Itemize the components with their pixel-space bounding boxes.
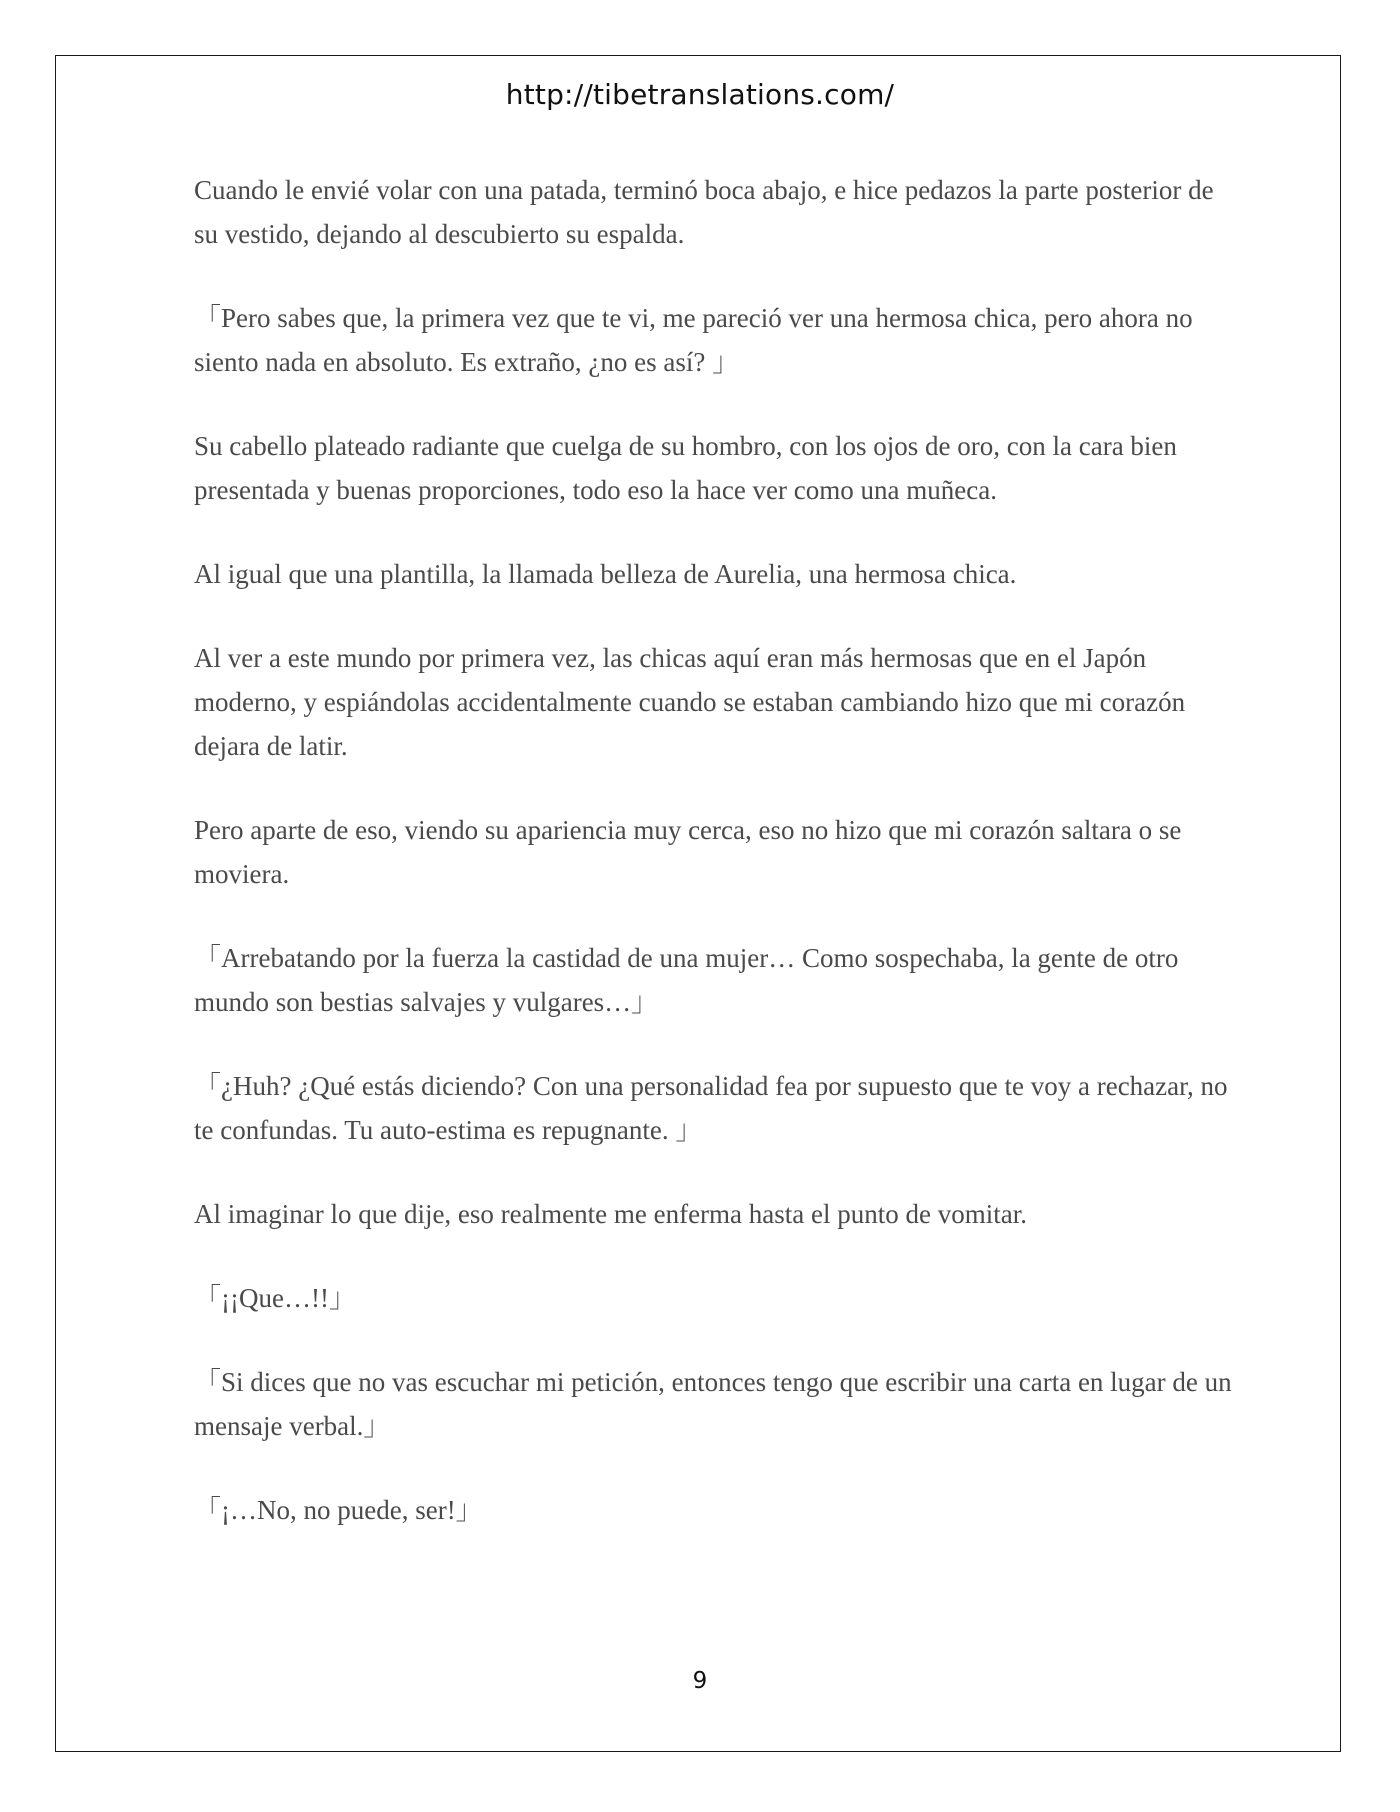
- paragraph: Al ver a este mundo por primera vez, las chicas aquí eran más hermosas que en el Japón moderno, y espiándolas accidentalmente cuando se estaban cambiando hizo que mi corazón dejara de latir.: [194, 643, 1186, 761]
- paragraph: 「¡¡Que…!!」: [194, 1283, 356, 1313]
- paragraph: 「Arrebatando por la fuerza la castidad de una mujer… Como sospechaba, la gente de otro mundo son bestias salvajes y vulgares…」: [194, 943, 1179, 1017]
- paragraph: Cuando le envié volar con una patada, terminó boca abajo, e hice pedazos la parte posterior de su vestido, dejando al descubierto su espalda.: [194, 175, 1214, 249]
- paragraph: Al imaginar lo que dije, eso realmente me enferma hasta el punto de vomitar.: [194, 1199, 1027, 1229]
- paragraph: 「¿Huh? ¿Qué estás diciendo? Con una personalidad fea por supuesto que te voy a rechazar, no te confundas. Tu auto-estima es repugnante. 」: [194, 1071, 1228, 1145]
- document-body: [194, 168, 1234, 1572]
- paragraph: Su cabello plateado radiante que cuelga de su hombro, con los ojos de oro, con la cara bien presentada y buenas proporciones, todo eso la hace ver como una muñeca.: [194, 431, 1177, 505]
- paragraph: 「Pero sabes que, la primera vez que te vi, me pareció ver una hermosa chica, pero ahora no siento nada en absoluto. Es extraño, ¿no es así? 」: [194, 303, 1193, 377]
- page-number: 9: [692, 1668, 708, 1694]
- header-url: http://tibetranslations.com/: [505, 78, 895, 111]
- paragraph: Al igual que una plantilla, la llamada belleza de Aurelia, una hermosa chica.: [194, 559, 1017, 589]
- paragraph: Pero aparte de eso, viendo su apariencia muy cerca, eso no hizo que mi corazón saltara o se moviera.: [194, 815, 1182, 889]
- paragraph: 「¡…No, no puede, ser!」: [194, 1495, 483, 1525]
- paragraph: 「Si dices que no vas escuchar mi petición, entonces tengo que escribir una carta en lugar de un mensaje verbal.」: [194, 1367, 1232, 1441]
